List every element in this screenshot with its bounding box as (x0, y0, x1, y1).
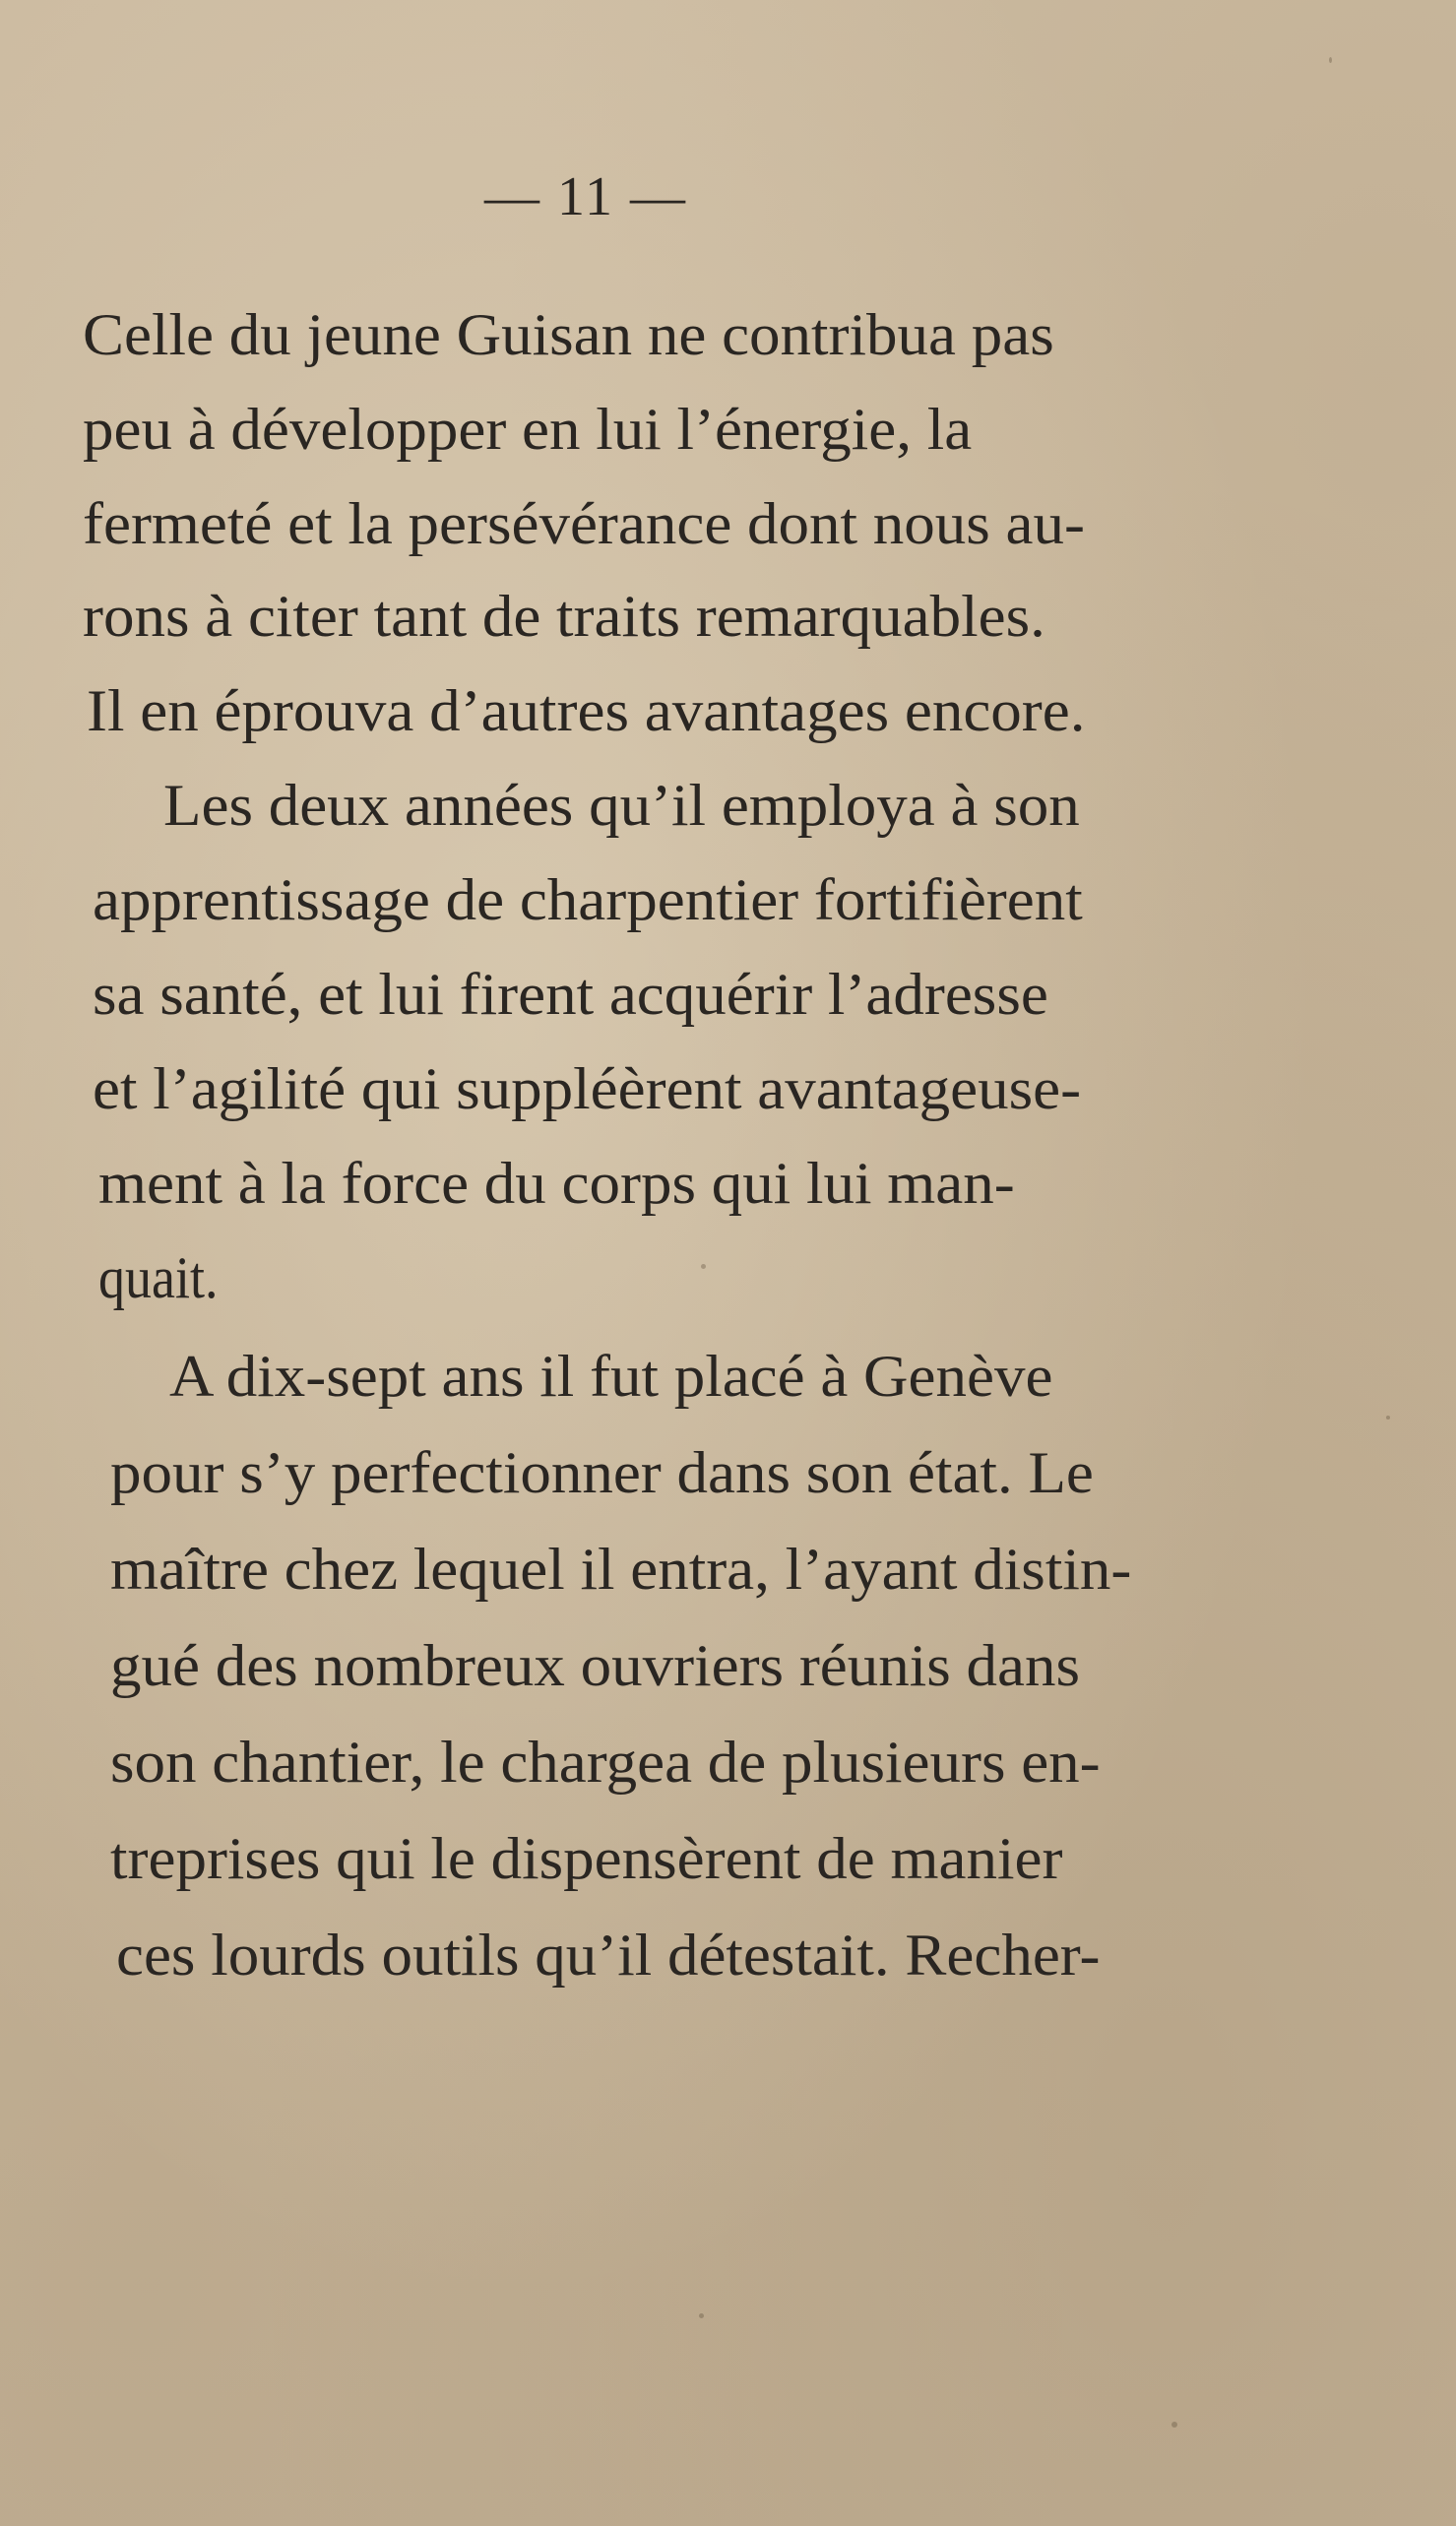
text-line: quait. (98, 1245, 219, 1310)
text-line: et l’agilité qui suppléèrent avantageuse- (93, 1056, 1082, 1121)
text-line: pour s’y perfectionner dans son état. Le (110, 1440, 1094, 1505)
paper-speck (1171, 2422, 1177, 2428)
paper-speck (1386, 1416, 1390, 1420)
text-line: apprentissage de charpentier fortifièrent (93, 867, 1083, 932)
paper-speck (699, 2313, 704, 2318)
text-line: sa santé, et lui firent acquérir l’adresse (93, 962, 1048, 1027)
text-line: fermeté et la persévérance dont nous au- (83, 491, 1086, 556)
text-line: maître chez lequel il entra, l’ayant distin- (110, 1537, 1132, 1602)
text-line: peu à développer en lui l’énergie, la (83, 397, 973, 462)
text-line: treprises qui le dispensèrent de manier (110, 1826, 1063, 1891)
paper-speck (701, 1264, 706, 1269)
text-line: Les deux années qu’il employa à son (163, 773, 1080, 838)
text-line: Celle du jeune Guisan ne contribua pas (83, 302, 1054, 367)
text-line: A dix-sept ans il fut placé à Genève (169, 1344, 1053, 1409)
text-line: ces lourds outils qu’il détestait. Recher- (116, 1923, 1101, 1988)
text-line: ment à la force du corps qui lui man- (98, 1151, 1015, 1216)
paper-speck (1329, 57, 1332, 63)
text-line: rons à citer tant de traits remarquables. (83, 584, 1045, 649)
text-line: Il en éprouva d’autres avantages encore. (87, 678, 1086, 743)
page-number: — 11 — (484, 166, 687, 227)
text-line: gué des nombreux ouvriers réunis dans (110, 1633, 1081, 1698)
text-line: son chantier, le chargea de plusieurs en- (110, 1730, 1101, 1795)
